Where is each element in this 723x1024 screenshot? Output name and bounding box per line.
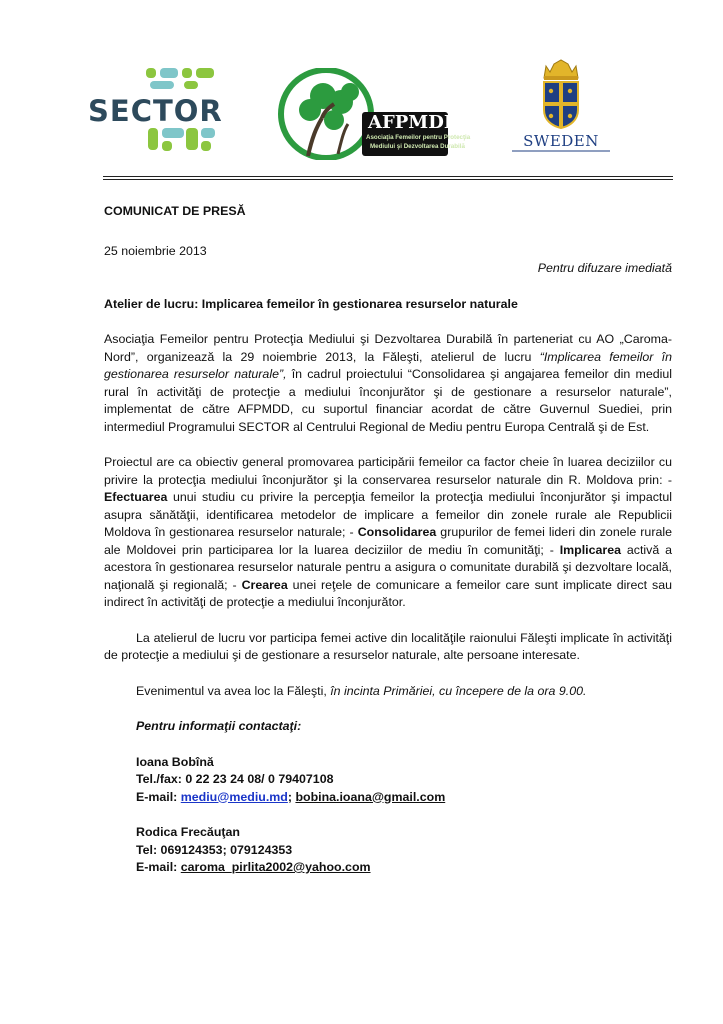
paragraph-venue [104,683,672,701]
contacts-heading: Pentru informaţii contactaţi: [136,719,302,733]
paragraph-intro-text-a: Asociaţia Femeilor pentru Protecţia Mediului şi Dezvoltarea Durabilă în parteneriat cu AO „Caroma-Nord”, organizează la 29 noiembrie 2013, la Făleşti, atelierul de lucru [104,332,672,364]
objectives-bold-2: Consolidarea [357,525,437,539]
afpmdd-subtitle-line2: Mediului şi Dezvoltarea Durabilă [370,143,465,150]
document-date: 25 noiembrie 2013 [104,243,207,258]
objectives-text-2: unui studiu cu privire la percepţia femeilor la protecţia mediului înconjurător şi impactul asupra sănătăţii, identificarea metodelor de implicare a femeilor din zonele rurale ale Republicii Moldova în gestionarea resurselor naturale; - [104,490,672,539]
logo-header [0,0,723,175]
document-title: Atelier de lucru: Implicarea femeilor în gestionarea resurselor naturale [104,296,518,311]
afpmdd-acronym: AFPMDD [368,112,460,133]
contact-1-email-line [104,789,672,807]
contact-1-name: Ioana Bobînă [136,754,214,769]
venue-text: Evenimentul va avea loc la Făleşti, [136,683,331,698]
objectives-text-3: grupurilor de femei lideri din zonele rurale ale Moldovei prin participarea lor la luarea deciziilor de mediu în comunităţi; - [104,525,672,557]
contact-block-2 [104,824,672,877]
release-note: Pentru difuzare imediată [537,261,672,275]
contact-1-email-link-2[interactable]: bobina.ioana@gmail.com [295,789,446,804]
header-divider-bottom [103,179,673,180]
press-release-body [104,203,672,877]
contact-2-email-link[interactable]: caroma_pirlita2002@yahoo.com [180,860,371,874]
venue-italic: în incinta Primăriei, cu începere de la ora 9.00. [330,683,587,698]
contact-1-email-label: E-mail: [136,789,181,804]
contact-1-email-link-1[interactable]: mediu@mediu.md [180,789,288,804]
contact-2-email-label: E-mail: [136,860,181,874]
objectives-bold-1: Efectuarea [104,490,168,504]
sweden-logo-text: SWEDEN [523,132,599,150]
contact-1-email-separator: ; [287,789,296,804]
contact-2-name: Rodica Frecăuţan [136,825,240,839]
objectives-text-1: Proiectul are ca obiectiv general promovarea participării femeilor ca factor cheie în luarea deciziilor cu privire la protecţia mediului înconjurător şi la conservarea resurselor naturale din R. Moldova prin: - [104,455,672,487]
objectives-text-4: activă a acestora în gestionarea resurselor naturale pentru a asigura o comunitate durabilă şi dezvoltare locală, naţională şi regională; - [104,542,672,592]
document-heading: COMUNICAT DE PRESĂ [104,204,246,218]
contact-block-1 [104,754,672,807]
workshop-title-italic: “Implicarea femeilor în gestionarea resurselor naturale”, [104,349,672,381]
sector-logo-text: SECTOR [88,94,223,128]
objectives-bold-3: Implicarea [559,542,621,557]
afpmdd-subtitle-line1: Asociaţia Femeilor pentru Protecţia [366,134,471,141]
paragraph-intro [104,331,672,436]
objectives-text-5: unei reţele de comunicare a femeilor care sunt implicate direct sau indirect în activităţi de protecţie a mediului înconjurător. [104,577,672,609]
objectives-bold-4: Crearea [241,577,288,592]
contact-2-phone: Tel: 069124353; 079124353 [136,842,293,857]
paragraph-objectives [104,454,672,612]
paragraph-intro-text-c: în cadrul proiectului “Consolidarea şi angajarea femeilor din mediul rural în activităţi de protecţie a mediului înconjurător şi de gestionare a resurselor naturale”, implementat de către AFPMDD, cu suportul financiar acordat de către Guvernul Suediei, prin intermediul Programului SECTOR al Centrului Regional de Mediu pentru Europa Centrală şi de Est. [104,367,672,434]
header-divider-top [103,176,673,177]
paragraph-participants: La atelierul de lucru vor participa femei active din localităţile raionului Făleşti implicate în activităţi de protecţie a mediului şi de gestionare a resurselor naturale, alte persoane interesate. [104,630,672,662]
afpmdd-logo [278,68,471,160]
sector-logo [88,66,228,156]
contact-2-email-line [104,859,672,877]
sweden-logo [508,58,614,160]
contact-1-phone: Tel./fax: 0 22 23 24 08/ 0 79407108 [136,772,334,786]
